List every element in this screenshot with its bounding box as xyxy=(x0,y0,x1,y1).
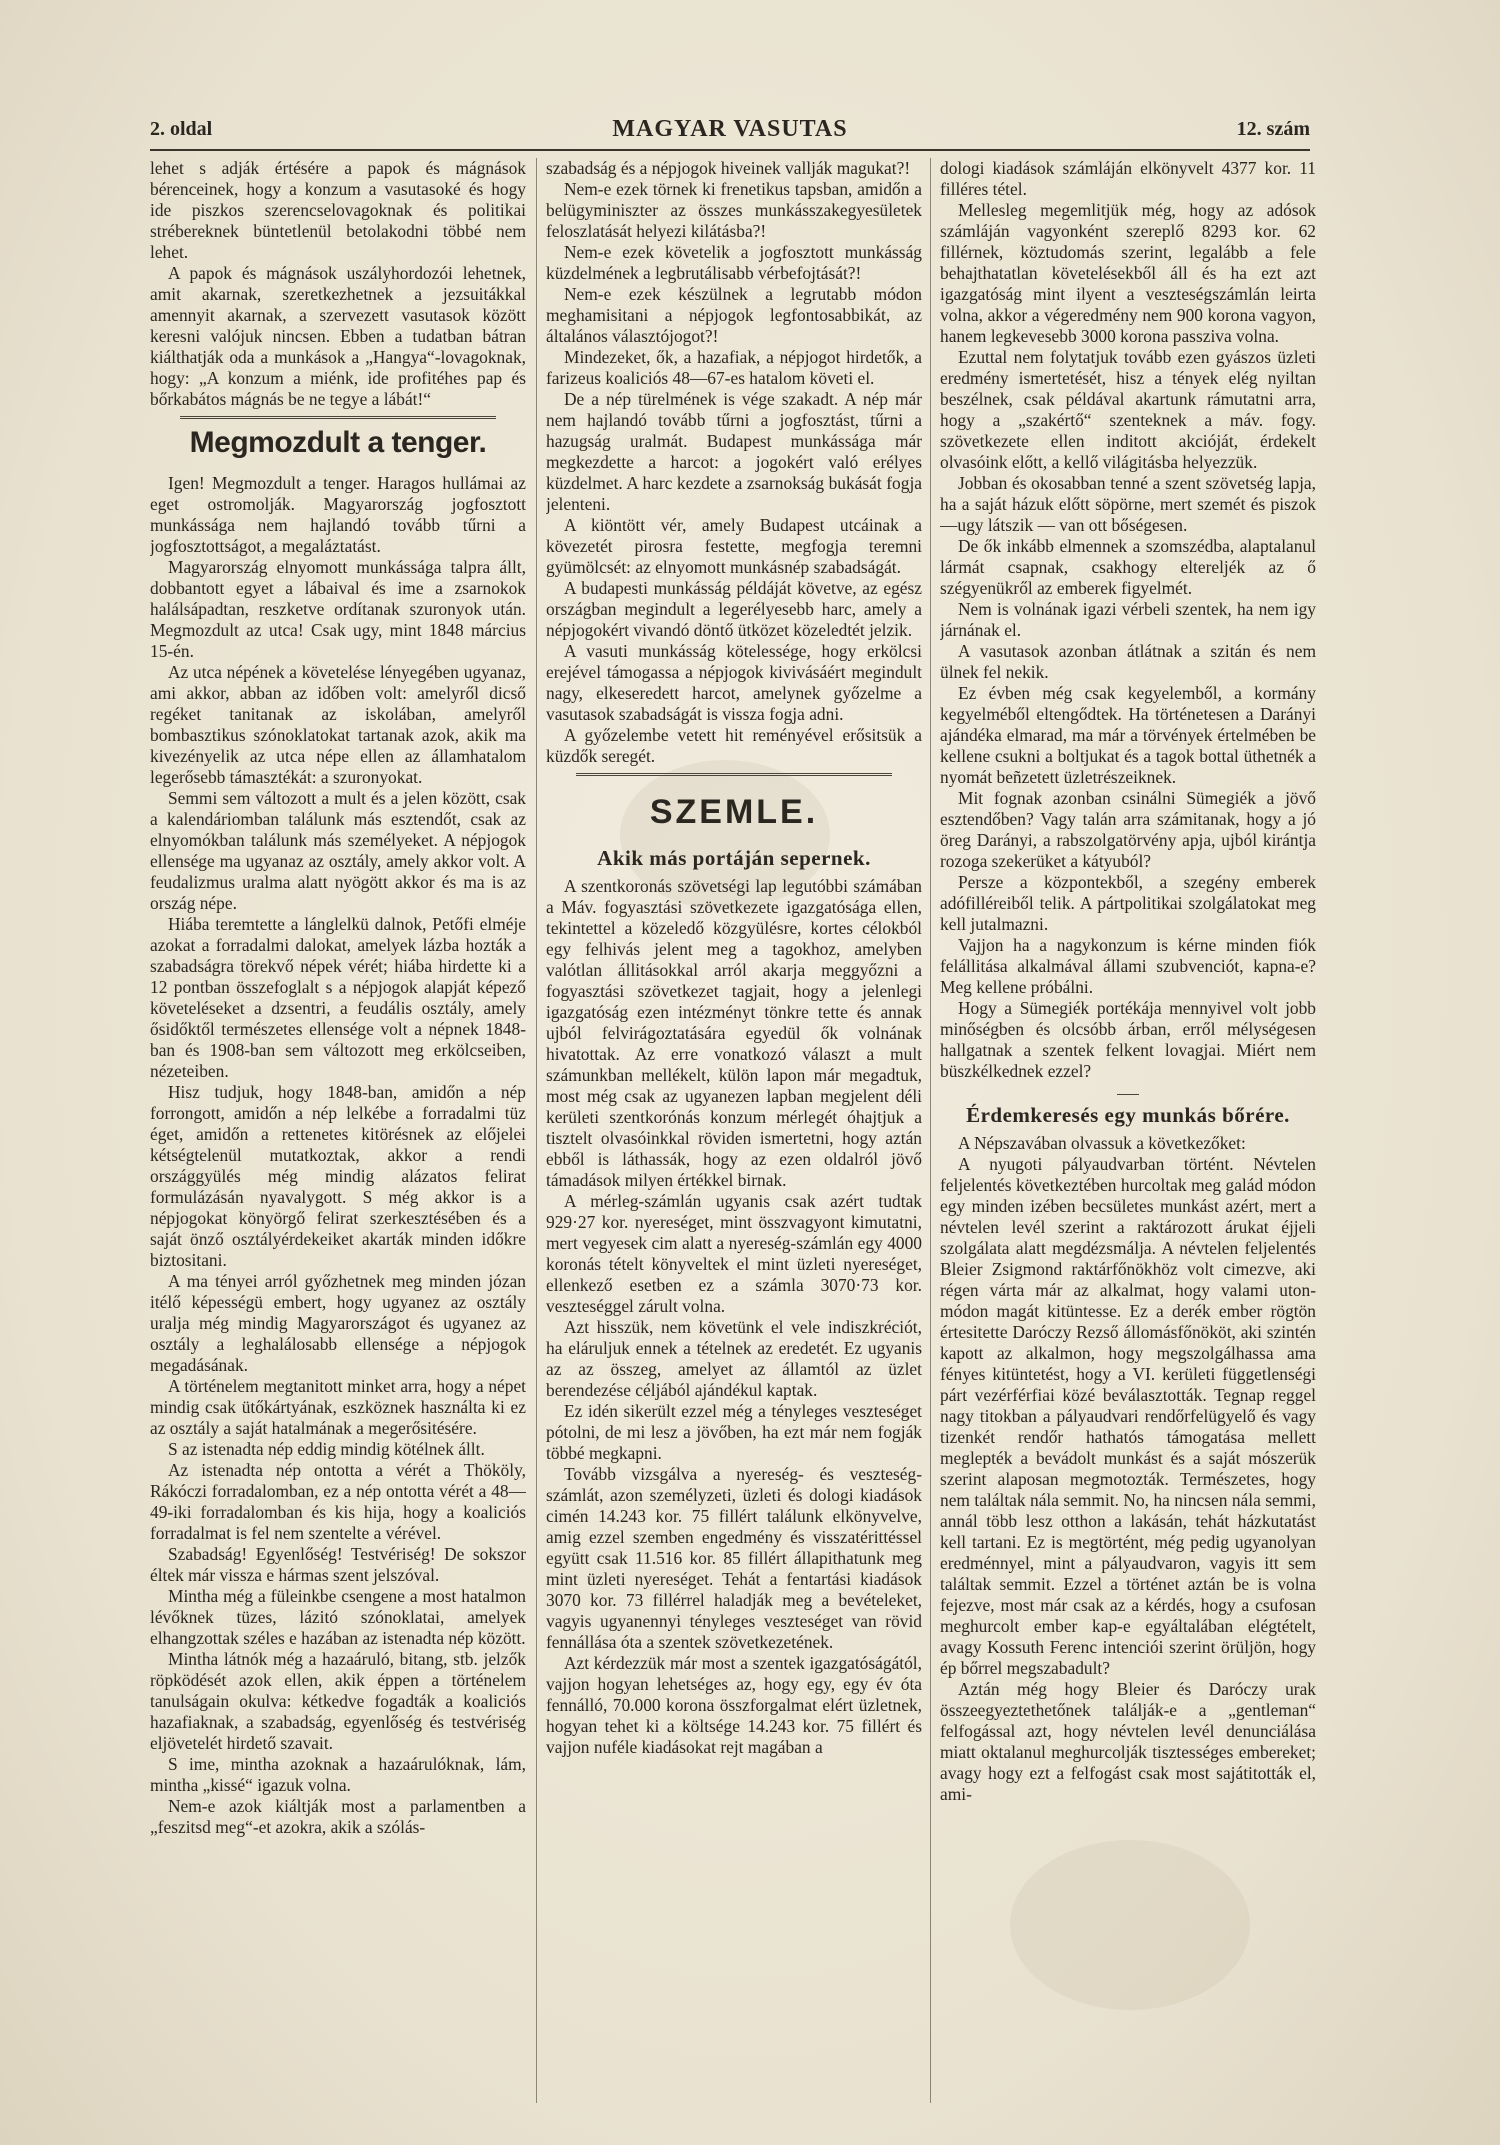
article-heading-megmozdult: Megmozdult a tenger. xyxy=(189,426,487,459)
paragraph: Igen! Megmozdult a tenger. Haragos hullámai az eget ostromolják. Magyarország jogfosztott munkássága nem hajlandó tovább tűrni a jogfosztottságot, a megaláztatást. xyxy=(150,473,526,556)
paragraph: A ma tényei arról győzhetnek meg minden józan itélő képességü embert, hogy ugyanez az osztály uralja még mindig Magyarországot és ugyanez az osztály a leghalálosabb ellensége a népjogok megadásának. xyxy=(150,1271,526,1375)
paragraph: Ezuttal nem folytatjuk tovább ezen gyászos üzleti eredmény ismertetését, hisz a tények elég nyiltan beszélnek, csak példával akartunk rámutatni arra, hogy a „szakértő“ szenteknek a máv. fogy. szövetkezete ellen inditott akcióját, érdekelt olvasóink előtt, a kellő világitásba helyezzük. xyxy=(940,347,1316,472)
section-separator xyxy=(1117,1094,1139,1095)
column-left xyxy=(150,158,526,2108)
paragraph: Mellesleg megemlitjük még, hogy az adósok számláján vagyonként szereplő 8293 kor. 62 fillérnek, köztudomás szerint, legalább a fele behajthatatlan követelésekből áll és ha ezt azt igazgatóság mint ilyent a veszteségszámlán leirta volna, akkor a végeredmény nem 900 korona vagyon, hanem legkevesebb 3000 korona passziva volna. xyxy=(940,200,1316,346)
paragraph: Nem is volnának igazi vérbeli szentek, ha nem igy járnának el. xyxy=(940,599,1316,640)
paragraph: De a nép türelmének is vége szakadt. A nép már nem hajlandó tovább tűrni a jogfosztást, tűrni a hazugság uralmát. Budapest munkássága már megkezdette a harcot: a jogokért való erélyes küzdelmet. A harc kezdete a zsarnokság bukását fogja jelenteni. xyxy=(546,389,922,514)
paragraph: Szabadság! Egyenlőség! Testvériség! De sokszor éltek már vissza e hármas szent jelszóval. xyxy=(150,1544,526,1585)
section-heading-szemle: SZEMLE. xyxy=(649,793,819,831)
article-heading-akik: Akik más portáján sepernek. xyxy=(597,846,871,870)
paragraph: Hiába teremtette a lánglelkü dalnok, Petőfi elméje azokat a forradalmi dalokat, amelyek lázba hozták a szabadságra törekvő népek vérét; hiába hirdette ki a 12 pontban összefoglalt s a népjogok alapját képező követeléseket a dzsentri, a feudális osztály, amely ősidőktől természetes ellensége volt a népnek 1848-ban és 1908-ban sem változott meg erkölcseiben, nézeteiben. xyxy=(150,914,526,1081)
paragraph: De ők inkább elmennek a szomszédba, alaptalanul lármát csapnak, csakhogy eltereljék az ő szégyenükről az emberek figyelmét. xyxy=(940,536,1316,598)
paragraph: Az istenadta nép ontotta a vérét a Thököly, Rákóczi forradalomban, ez a nép ontotta vérét a 48—49-iki forradalomban és kis hija, hogy a koaliciós forradalmat is fel nem szentelte a vérével. xyxy=(150,1460,526,1543)
paragraph: szabadság és a népjogok hiveinek vallják magukat?! xyxy=(546,158,911,178)
paragraph: Azt kérdezzük már most a szentek igazgatóságától, vajjon hogyan lehetséges az, hogy egy, egy év óta fennálló, 70.000 korona összforgalmat elért üzletnek, hogyan tehet ki a költsége 14.243 kor. 75 fillért és vajjon nuféle kiadásokat rejt magában a xyxy=(546,1653,922,1757)
paragraph: A történelem megtanitott minket arra, hogy a népet mindig csak ütőkártyának, eszköznek használta ki ez az osztály a saját hatalmának a megerősitésére. xyxy=(150,1376,526,1438)
paragraph: Aztán még hogy Bleier és Daróczy urak összeegyeztethetőnek találják-e a „gentleman“ felfogással azt, hogy névtelen levél denunciálása miatt oktalanul meghurcolják tisztességes embereket; avagy hogy ezt a felfogást csak most sajátitották el, ami- xyxy=(940,1679,1316,1804)
paragraph: Nem-e ezek készülnek a legrutabb módon meghamisitani a népjogok legfontosabbikát, az általános választójogot?! xyxy=(546,284,922,346)
page-number: 2. oldal xyxy=(150,118,213,140)
paragraph: dologi kiadások számláján elkönyvelt 4377 kor. 11 filléres tétel. xyxy=(940,158,1316,199)
paragraph: Jobban és okosabban tenné a szent szövetség lapja, ha a saját házuk előtt söpörne, mert szemét és piszok —ugy látszik — van ott bőségesen. xyxy=(940,473,1316,535)
issue-number: 12. szám xyxy=(1236,118,1310,140)
paragraph: A Népszavában olvassuk a következőket: xyxy=(958,1133,1246,1153)
paragraph: Tovább vizsgálva a nyereség- és veszteség-számlát, azon személyzeti, üzleti és dologi kiadások cimén 14.243 kor. 75 fillért találunk elkönyvelve, amig ezzel szemben engedmény és visszatérittéssel együtt csak 11.516 kor. 85 fillért állapithatunk meg mint üzleti nyereséget. Tehát a fentartási kiadások 3070 kor. 73 fillérrel haladják meg a bevételeket, vagyis ugyanennyi tényleges veszteséget van rövid fennállása óta a szentek szövetkezetének. xyxy=(546,1464,922,1652)
paragraph: A budapesti munkásság példáját követve, az egész országban megindult a legerélyesebb harc, amely a népjogokért vivandó döntő ütközet közeledtét jelzik. xyxy=(546,578,922,640)
paragraph: Magyarország elnyomott munkássága talpra állt, dobbantott egyet a lábaival és ime a zsarnokok halálsápadtan, reszketve ordítanak szuronyok után. Megmozdult az utca! Csak ugy, mint 1848 március 15-én. xyxy=(150,557,526,661)
paragraph: A szentkoronás szövetségi lap legutóbbi számában a Máv. fogyasztási szövetkezete igazgatósága ellen, tekintettel a közeledő közgyülésre, kortes célokból egy felhivás jelent meg a tagokhoz, amelyben valótlan állitásokkal arról akarja meggyőzni a fogyasztási szövetkezet tagjait, hogy a jelenlegi igazgatóság ezen intézményt tönkre tette és annak ujból felvirágoztatására egyedül ők volnának hivatottak. Az erre vonatkozó választ a mult számunkban mellékelt, külön lapon már megadtuk, most még csak az ugyanezen lapban megjelent déli kerületi szentkorónás konzum mérlegét óhajtjuk a tisztelt olvasóinkkal röviden ismertetni, hogy aztán ebből is láthassák, hogy az ezen oldalról jövő támadások milyen értékkel birnak. xyxy=(546,876,922,1190)
paragraph: Persze a központekből, a szegény emberek adófilléreiből telik. A pártpolitikai szolgálatokat meg kell jutalmazni. xyxy=(940,872,1316,934)
paragraph: Ez évben még csak kegyelemből, a kormány kegyelméből eltengődtek. Ha történetesen a Darányi ajándéka elmarad, ma már a törvények értelmében be kellene csukni a boltjukat és a tagok bottal üthetnék a nyomát beñzetett üzletrészeiknek. xyxy=(940,683,1316,787)
paragraph: Nem-e ezek törnek ki frenetikus tapsban, amidőn a belügyminiszter az összes munkásszakegyesületek feloszlatását helyezi kilátásba?! xyxy=(546,179,922,241)
paragraph: Ez idén sikerült ezzel még a tényleges veszteséget pótolni, de mi lesz a jövőben, ha ezt már nem fogják többé megkapni. xyxy=(546,1401,922,1463)
paragraph: A papok és mágnások uszályhordozói lehetnek, amit akarnak, szeretkezhetnek a jezsuitákkal amennyit akarnak, a szervezett vasutasok között keresni valójuk nincsen. Ebben a tudatban bátran kiálthatják oda a munkások a „Hangya“-lovagoknak, hogy: „A konzum a miénk, ide profitéhes pap és bőrkabátos mágnás be ne tegye a lábát!“ xyxy=(150,263,526,409)
paragraph: Mintha még a füleinkbe csengene a most hatalmon lévőknek tüzes, lázitó szónoklatai, amelyek elhangzottak széles e hazában az istenadta nép között. xyxy=(150,1586,526,1648)
paragraph: Mit fognak azonban csinálni Sümegiék a jövő esztendőben? Vagy talán arra számitanak, hogy a jó öreg Darányi, a rabszolgatörvény apja, ujból kirántja rozoga szekerüket a kátyuból? xyxy=(940,788,1316,871)
paragraph: A vasuti munkásság kötelessége, hogy erkölcsi erejével támogassa a népjogok kivivásáért megindult nagy, elkeseredett harcot, amelynek győzelme a vasutasok szabadságát is vissza fogja adni. xyxy=(546,641,922,724)
paragraph: Nem-e azok kiáltják most a parlamentben a „feszitsd meg“-et azokra, akik a szólás- xyxy=(150,1796,526,1837)
newspaper-title: MAGYAR VASUTAS xyxy=(612,116,848,142)
paragraph: A nyugoti pályaudvarban történt. Névtelen feljelentés következtében hurcoltak meg galád módon egy minden izében becsületes munkást azért, mert a névtelen levél szerint a raktározott árukat éjjeli szolgálata alatt megdézsmálja. A névtelen feljelentés Bleier Zsigmond raktárfőnökhöz volt cimezve, aki régen várta már az alkalmat, hogy valami uton-módon magát kitüntesse. Ez a derék ember rögtön értesitette Daróczy Rezső állomásfőnököt, aki szintén kapott az alkalmon, hogy megszolgálhassa ama fényes kitüntetést, hogy a VI. kerületi függetlenségi párt vezérférfiai közé beválasztották. Tegnap reggel nagy titokban a pályaudvari rendőrfelügyelő és vagy tizenkét rendőr hathatós támogatása mellett meglepték a bevádolt munkást és a saját mószerük szerint alaposan megmotozták. Természetes, hogy nem találtak nála semmit. No, ha nincsen nála semmi, annál több lesz otthon a lakásán, tehát házkutatást kell tartani. Ez is megtörtént, még pedig ugyanolyan eredménnyel, mint a pályaudvaron, vagyis itt sem találtak semmit. Ezzel a történet aztán be is volna fejezve, most már csak az a kérdés, hogy a csufosan meghurcolt ember kap-e egyáltalában elégtételt, avagy Kossuth Ferenc intenciói szerint örüljön, hogy ép bőrrel megszabadult? xyxy=(940,1154,1316,1678)
paragraph: Vajjon ha a nagykonzum is kérne minden fiók felállitása alkalmával állami szubvenciót, kapna-e? Meg kellene próbálni. xyxy=(940,935,1316,997)
paragraph: Hogy a Sümegiék portékája mennyivel volt jobb minőségben és olcsóbb árban, erről mélységesen hallgatnak a szentek felkent lovagjai. Miért nem büszkélkednek ezzel? xyxy=(940,998,1316,1081)
column-right xyxy=(940,158,1316,2108)
header-rule xyxy=(150,149,1310,151)
article-heading-erdemkereses: Érdemkeresés egy munkás bőrére. xyxy=(966,1103,1290,1127)
paragraph: Azt hisszük, nem követünk el vele indiszkréciót, ha eláruljuk ennek a tételnek az eredetét. Ez ugyanis az az összeg, amelyet az államtól az üzlet berendezése céljából ajándékul kaptak. xyxy=(546,1317,922,1400)
paragraph: Mintha látnók még a hazaáruló, bitang, stb. jelzők röpködését azok ellen, akik éppen a történelem tanulságain okulva: kétkedve fogadták a koaliciós hazafiaknak, a szabadság, egyenlőség és testvériség eljövetelét hirdető szavait. xyxy=(150,1649,526,1753)
section-separator xyxy=(180,416,496,419)
column-divider xyxy=(536,158,537,2103)
page-header xyxy=(150,118,1310,146)
section-separator xyxy=(576,773,892,776)
paragraph: Az utca népének a követelése lényegében ugyanaz, ami akkor, abban az időben volt: amelyről dicső regéket tanitanak az iskolában, amelyről bombasztikus szónoklatokat tartanak azok, akik ma kivezényelik az utca népe ellen az államhatalom legerősebb támasztékát: a szuronyokat. xyxy=(150,662,526,787)
column-middle xyxy=(546,158,922,2108)
column-divider xyxy=(930,158,931,2103)
paragraph: A győzelembe vetett hit reményével erősitsük a küzdők seregét. xyxy=(546,725,922,766)
paragraph: Mindezeket, ők, a hazafiak, a népjogot hirdetők, a farizeus koaliciós 48—67-es hatalom követi el. xyxy=(546,347,922,388)
paragraph: Semmi sem változott a mult és a jelen között, csak a kalendáriomban találunk más esztendőt, csak az elnyomókban találunk más személyeket. A népjogok ellensége ma ugyanaz az osztály, amely akkor volt. A feudalizmus uralma alatt nyögött akkor és ma is az ország népe. xyxy=(150,788,526,913)
paragraph: A mérleg-számlán ugyanis csak azért tudtak 929·27 kor. nyereséget, mint összvagyont kimutatni, mert vegyesek cim alatt a nyereség-számlán egy 4000 koronás tételt könyveltek el mint üzleti nyereséget, ellenkező esetben ez a számla 3070·73 kor. veszteséggel zárult volna. xyxy=(546,1191,922,1316)
paragraph: Nem-e ezek követelik a jogfosztott munkásság küzdelmének a legbrutálisabb vérbefojtását?! xyxy=(546,242,922,283)
paragraph: A vasutasok azonban átlátnak a szitán és nem ülnek fel nekik. xyxy=(940,641,1316,682)
paragraph: lehet s adják értésére a papok és mágnások bérenceinek, hogy a konzum a vasutasoké és hogy ide piszkos szerencselovagoknak és politikai strébereknek büntetlenül betolakodni többé nem lehet. xyxy=(150,158,526,262)
paragraph: S ime, mintha azoknak a hazaárulóknak, lám, mintha „kissé“ igazuk volna. xyxy=(150,1754,526,1795)
paragraph: A kiöntött vér, amely Budapest utcáinak a kövezetét pirosra festette, megfogja teremni gyümölcsét: az elnyomott munkásnép szabadságát. xyxy=(546,515,922,577)
paragraph: S az istenadta nép eddig mindig kötélnek állt. xyxy=(168,1439,485,1459)
paragraph: Hisz tudjuk, hogy 1848-ban, amidőn a nép forrongott, amidőn a nép lelkébe a forradalmi tüz éget, amidőn a rettenetes kitörésnek az előjelei kétségtelenül mutatkoztak, akkor a rendi országgyülés még mindig alázatos felirat formulázásán nyavalygott. S még akkor is a népjogokat könyörgő felirat szerkesztésében és a saját önző osztályérdekeiket akarták minden időkre biztositani. xyxy=(150,1082,526,1270)
